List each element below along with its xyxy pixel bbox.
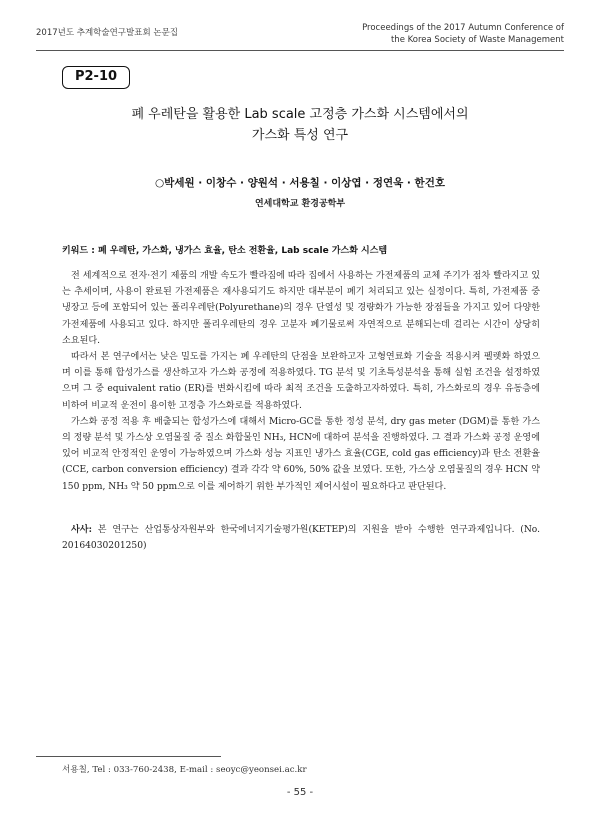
acknowledgement-text: 본 연구는 산업통상자원부와 한국에너지기술평가원(KETEP)의 지원을 받아 수행한 연구과제입니다. (No. 20164030201250) [62,525,540,552]
session-code-badge: P2-10 [62,66,130,89]
paper-title [60,104,540,146]
author-list: ○박세원 · 이창수 · 양원석 · 서용칠 · 이상엽 · 정연욱 · 한건호 [155,177,445,189]
affiliation: 연세대학교 환경공학부 [254,199,346,209]
paragraph-1: 전 세계적으로 전자·전기 제품의 개발 속도가 빨라짐에 따라 집에서 사용하는 가전제품의 교체 주기가 점차 빨라지고 있는 추세이며, 사용이 완료된 가전제품은 재사용되기도 하지만 대부분이 폐기 처리되고 있는 실정이다. 특히, 가전제품 중 냉장고 등에 포함되어 있는 폴리우레탄(Polyurethane)의 경우 단열성 및 경량화가 가능한 장점들을 가지고 있어 다양한 가전제품에 사용되고 있다. 하지만 폴리우레탄의 경우 고분자 폐기물로써 자연적으로 분해되는데 걸리는 시간이 상당히 소요된다. [62,271,540,346]
running-header-right-line1: Proceedings of the 2017 Autumn Conference of [362,23,564,33]
running-header-left: 2017년도 추계학술연구발표회 논문집 [36,28,178,38]
page-number: - 55 - [286,787,314,798]
header-divider [36,50,564,51]
keywords: 키워드 : 폐 우레탄, 가스화, 냉가스 효율, 탄소 전환율, Lab scale 가스화 시스템 [62,246,388,256]
abstract-body [62,268,540,495]
running-header-right [304,22,564,46]
footnote-divider [36,756,221,757]
paper-title-line1: 폐 우레탄을 활용한 Lab scale 고정층 가스화 시스템에서의 [131,107,469,122]
acknowledgement [62,522,540,554]
paragraph-3: 가스화 공정 적용 후 배출되는 합성가스에 대해서 Micro-GC를 통한 정성 분석, dry gas meter (DGM)를 통한 가스의 정량 분석 및 가스상 오염물질 중 질소 화합물인 NH₃, HCN에 대하여 분석을 진행하였다. 그 결과 가스화 공정 운영에 있어 비교적 안정적인 운영이 가능하였으며 가스화 성능 지표인 냉가스 효율(CGE, cold gas efficiency)과 탄소 전환율 (CCE, carbon conversion efficiency) 결과 각각 약 60%, 50% 값을 보였다. 또한, 가스상 오염물질의 경우 HCN 약 150 ppm, NH₃ 약 50 ppm으로 이를 제어하기 위한 부가적인 제어시설이 필요하다고 판단된다. [62,416,540,492]
paper-title-line2: 가스화 특성 연구 [251,128,349,143]
running-header-right-line2: the Korea Society of Waste Management [390,35,564,45]
acknowledgement-label: 사사: [71,524,92,535]
paragraph-2: 따라서 본 연구에서는 낮은 밀도를 가지는 폐 우레탄의 단점을 보완하고자 고형연료화 기술을 적용시켜 펠렛화 하였으며 이를 통해 합성가스를 생산하고자 가스화 공정에 적용하였다. TG 분석 및 기초특성분석을 통해 실험 조건을 설정하였으며 그 중 equivalent ratio (ER)를 변화시킴에 따라 최적 조건을 도출하고자하였다. 특히, 가스화로의 경우 유동층에 비하여 비교적 운전이 용이한 고정층 가스화로를 적용하였다. [62,352,540,411]
corresponding-author-footnote: 서용칠, Tel : 033-760-2438, E-mail : seoyc@yeonsei.ac.kr [62,765,307,775]
